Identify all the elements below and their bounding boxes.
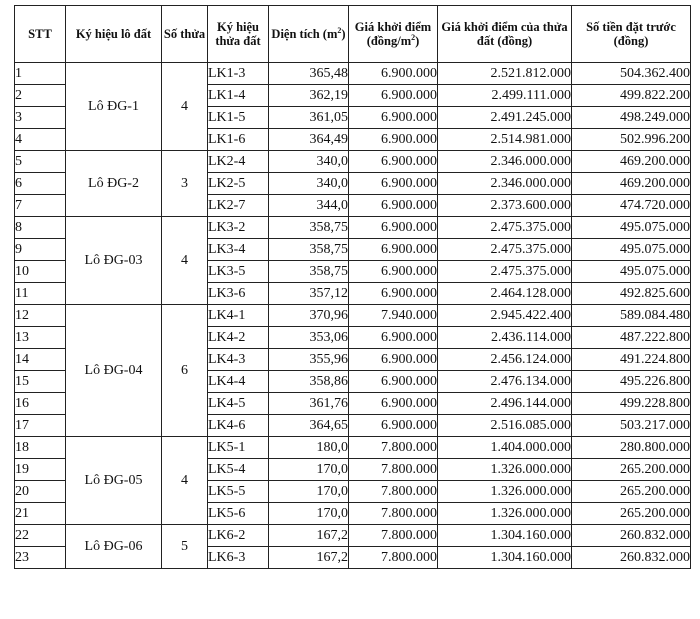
- cell-unit-price: 7.940.000: [349, 305, 438, 327]
- cell-stt: 15: [15, 371, 66, 393]
- cell-plot-code: LK2-7: [208, 195, 269, 217]
- table-row: [15, 217, 691, 239]
- cell-area: 167,2: [269, 547, 349, 569]
- cell-unit-price: 6.900.000: [349, 415, 438, 437]
- cell-plot-code: LK4-6: [208, 415, 269, 437]
- header-plot-code-label: Ký hiệu thửa đất: [215, 20, 261, 48]
- cell-total-price: 2.373.600.000: [438, 195, 572, 217]
- cell-total-price: 1.404.000.000: [438, 437, 572, 459]
- cell-deposit: 499.228.800: [572, 393, 691, 415]
- cell-total-price: 2.456.124.000: [438, 349, 572, 371]
- cell-stt: 1: [15, 63, 66, 85]
- cell-unit-price: 6.900.000: [349, 63, 438, 85]
- cell-plot-code: LK4-2: [208, 327, 269, 349]
- header-lot-code-label: Ký hiệu lô đất: [75, 27, 152, 41]
- header-unit-price-close: ): [415, 34, 420, 48]
- cell-total-price: 2.346.000.000: [438, 151, 572, 173]
- cell-plot-count: 6: [162, 305, 208, 437]
- cell-deposit: 504.362.400: [572, 63, 691, 85]
- cell-unit-price: 6.900.000: [349, 349, 438, 371]
- cell-total-price: 1.326.000.000: [438, 481, 572, 503]
- cell-plot-code: LK1-4: [208, 85, 269, 107]
- table-row: [15, 437, 691, 459]
- cell-plot-count: 5: [162, 525, 208, 569]
- cell-deposit: 260.832.000: [572, 547, 691, 569]
- cell-total-price: 1.326.000.000: [438, 459, 572, 481]
- cell-stt: 16: [15, 393, 66, 415]
- cell-area: 361,05: [269, 107, 349, 129]
- cell-area: 364,49: [269, 129, 349, 151]
- cell-unit-price: 7.800.000: [349, 547, 438, 569]
- header-area: [269, 6, 349, 63]
- cell-unit-price: 7.800.000: [349, 459, 438, 481]
- cell-deposit: 469.200.000: [572, 151, 691, 173]
- cell-plot-code: LK4-4: [208, 371, 269, 393]
- cell-stt: 17: [15, 415, 66, 437]
- cell-unit-price: 7.800.000: [349, 437, 438, 459]
- cell-area: 355,96: [269, 349, 349, 371]
- cell-area: 344,0: [269, 195, 349, 217]
- cell-stt: 3: [15, 107, 66, 129]
- cell-total-price: 2.475.375.000: [438, 239, 572, 261]
- cell-area: 362,19: [269, 85, 349, 107]
- cell-area: 180,0: [269, 437, 349, 459]
- cell-area: 370,96: [269, 305, 349, 327]
- cell-deposit: 265.200.000: [572, 503, 691, 525]
- cell-total-price: 2.476.134.000: [438, 371, 572, 393]
- cell-stt: 20: [15, 481, 66, 503]
- cell-plot-code: LK2-5: [208, 173, 269, 195]
- cell-unit-price: 6.900.000: [349, 261, 438, 283]
- cell-deposit: 499.822.200: [572, 85, 691, 107]
- cell-plot-count: 4: [162, 63, 208, 151]
- cell-deposit: 491.224.800: [572, 349, 691, 371]
- cell-stt: 18: [15, 437, 66, 459]
- header-area-close: ): [341, 27, 346, 41]
- cell-stt: 21: [15, 503, 66, 525]
- table-header: [15, 6, 691, 63]
- cell-plot-count: 3: [162, 151, 208, 217]
- cell-deposit: 280.800.000: [572, 437, 691, 459]
- cell-stt: 7: [15, 195, 66, 217]
- cell-deposit: 487.222.800: [572, 327, 691, 349]
- cell-deposit: 260.832.000: [572, 525, 691, 547]
- cell-plot-code: LK1-6: [208, 129, 269, 151]
- land-auction-table: [14, 5, 691, 569]
- cell-stt: 9: [15, 239, 66, 261]
- cell-area: 364,65: [269, 415, 349, 437]
- cell-plot-code: LK3-5: [208, 261, 269, 283]
- cell-total-price: 2.945.422.400: [438, 305, 572, 327]
- cell-plot-code: LK5-5: [208, 481, 269, 503]
- cell-stt: 4: [15, 129, 66, 151]
- cell-lot-code: Lô ĐG-06: [66, 525, 162, 569]
- cell-stt: 23: [15, 547, 66, 569]
- header-stt-label: STT: [28, 27, 52, 41]
- cell-unit-price: 6.900.000: [349, 371, 438, 393]
- header-deposit-label: Số tiền đặt trước (đồng): [586, 20, 676, 48]
- cell-lot-code: Lô ĐG-04: [66, 305, 162, 437]
- cell-lot-code: Lô ĐG-05: [66, 437, 162, 525]
- cell-deposit: 495.075.000: [572, 217, 691, 239]
- cell-deposit: 495.226.800: [572, 371, 691, 393]
- cell-stt: 19: [15, 459, 66, 481]
- header-unit-price-superscript: 2: [411, 32, 416, 42]
- cell-total-price: 2.436.114.000: [438, 327, 572, 349]
- header-area-superscript: 2: [337, 25, 342, 35]
- cell-plot-code: LK1-3: [208, 63, 269, 85]
- cell-stt: 5: [15, 151, 66, 173]
- cell-unit-price: 6.900.000: [349, 217, 438, 239]
- cell-stt: 8: [15, 217, 66, 239]
- cell-area: 340,0: [269, 173, 349, 195]
- cell-stt: 10: [15, 261, 66, 283]
- header-unit-price-label: Giá khởi điểm (đồng/m: [354, 20, 432, 48]
- cell-total-price: 2.491.245.000: [438, 107, 572, 129]
- cell-area: 353,06: [269, 327, 349, 349]
- cell-stt: 22: [15, 525, 66, 547]
- header-total-price: [438, 6, 572, 63]
- cell-total-price: 2.521.812.000: [438, 63, 572, 85]
- cell-plot-code: LK3-2: [208, 217, 269, 239]
- header-lot-code: [66, 6, 162, 63]
- cell-area: 170,0: [269, 503, 349, 525]
- cell-unit-price: 6.900.000: [349, 239, 438, 261]
- cell-deposit: 469.200.000: [572, 173, 691, 195]
- cell-total-price: 1.304.160.000: [438, 547, 572, 569]
- cell-unit-price: 6.900.000: [349, 327, 438, 349]
- cell-lot-code: Lô ĐG-1: [66, 63, 162, 151]
- cell-plot-code: LK5-1: [208, 437, 269, 459]
- cell-plot-code: LK6-3: [208, 547, 269, 569]
- cell-total-price: 1.326.000.000: [438, 503, 572, 525]
- header-area-label: Diện tích (m: [271, 27, 338, 41]
- cell-stt: 2: [15, 85, 66, 107]
- cell-lot-code: Lô ĐG-03: [66, 217, 162, 305]
- table-row: [15, 63, 691, 85]
- cell-total-price: 2.516.085.000: [438, 415, 572, 437]
- cell-deposit: 474.720.000: [572, 195, 691, 217]
- cell-plot-code: LK3-6: [208, 283, 269, 305]
- cell-plot-count: 4: [162, 437, 208, 525]
- cell-deposit: 498.249.000: [572, 107, 691, 129]
- table-row: [15, 305, 691, 327]
- cell-plot-code: LK3-4: [208, 239, 269, 261]
- cell-stt: 6: [15, 173, 66, 195]
- cell-stt: 12: [15, 305, 66, 327]
- cell-area: 167,2: [269, 525, 349, 547]
- cell-plot-code: LK5-6: [208, 503, 269, 525]
- cell-plot-code: LK1-5: [208, 107, 269, 129]
- header-stt: [15, 6, 66, 63]
- cell-unit-price: 6.900.000: [349, 85, 438, 107]
- cell-area: 170,0: [269, 459, 349, 481]
- cell-total-price: 2.475.375.000: [438, 261, 572, 283]
- cell-unit-price: 6.900.000: [349, 151, 438, 173]
- cell-area: 358,86: [269, 371, 349, 393]
- cell-plot-code: LK5-4: [208, 459, 269, 481]
- header-deposit: [572, 6, 691, 63]
- header-total-price-label: Giá khởi điểm của thửa đất (đồng): [441, 20, 568, 48]
- cell-unit-price: 6.900.000: [349, 129, 438, 151]
- cell-unit-price: 6.900.000: [349, 107, 438, 129]
- cell-unit-price: 6.900.000: [349, 195, 438, 217]
- cell-deposit: 265.200.000: [572, 459, 691, 481]
- cell-area: 358,75: [269, 217, 349, 239]
- cell-area: 358,75: [269, 239, 349, 261]
- cell-unit-price: 6.900.000: [349, 283, 438, 305]
- cell-total-price: 2.514.981.000: [438, 129, 572, 151]
- cell-deposit: 265.200.000: [572, 481, 691, 503]
- cell-total-price: 2.496.144.000: [438, 393, 572, 415]
- header-plot-count-label: Số thửa: [163, 27, 206, 41]
- cell-plot-code: LK4-3: [208, 349, 269, 371]
- header-plot-count: [162, 6, 208, 63]
- header-unit-price: [349, 6, 438, 63]
- cell-plot-code: LK2-4: [208, 151, 269, 173]
- table-body: [15, 63, 691, 569]
- cell-plot-count: 4: [162, 217, 208, 305]
- cell-plot-code: LK4-1: [208, 305, 269, 327]
- cell-lot-code: Lô ĐG-2: [66, 151, 162, 217]
- cell-deposit: 502.996.200: [572, 129, 691, 151]
- cell-area: 358,75: [269, 261, 349, 283]
- cell-unit-price: 7.800.000: [349, 481, 438, 503]
- cell-area: 361,76: [269, 393, 349, 415]
- cell-plot-code: LK6-2: [208, 525, 269, 547]
- cell-area: 170,0: [269, 481, 349, 503]
- cell-unit-price: 7.800.000: [349, 503, 438, 525]
- cell-deposit: 492.825.600: [572, 283, 691, 305]
- cell-plot-code: LK4-5: [208, 393, 269, 415]
- cell-deposit: 495.075.000: [572, 239, 691, 261]
- cell-stt: 13: [15, 327, 66, 349]
- cell-unit-price: 7.800.000: [349, 525, 438, 547]
- table-row: [15, 151, 691, 173]
- cell-total-price: 2.346.000.000: [438, 173, 572, 195]
- cell-deposit: 503.217.000: [572, 415, 691, 437]
- cell-area: 357,12: [269, 283, 349, 305]
- cell-area: 340,0: [269, 151, 349, 173]
- cell-unit-price: 6.900.000: [349, 173, 438, 195]
- header-row: [15, 6, 691, 63]
- cell-deposit: 589.084.480: [572, 305, 691, 327]
- cell-unit-price: 6.900.000: [349, 393, 438, 415]
- cell-total-price: 2.475.375.000: [438, 217, 572, 239]
- cell-stt: 11: [15, 283, 66, 305]
- cell-total-price: 2.499.111.000: [438, 85, 572, 107]
- cell-deposit: 495.075.000: [572, 261, 691, 283]
- cell-stt: 14: [15, 349, 66, 371]
- cell-total-price: 1.304.160.000: [438, 525, 572, 547]
- cell-total-price: 2.464.128.000: [438, 283, 572, 305]
- header-plot-code: [208, 6, 269, 63]
- table-row: [15, 525, 691, 547]
- cell-area: 365,48: [269, 63, 349, 85]
